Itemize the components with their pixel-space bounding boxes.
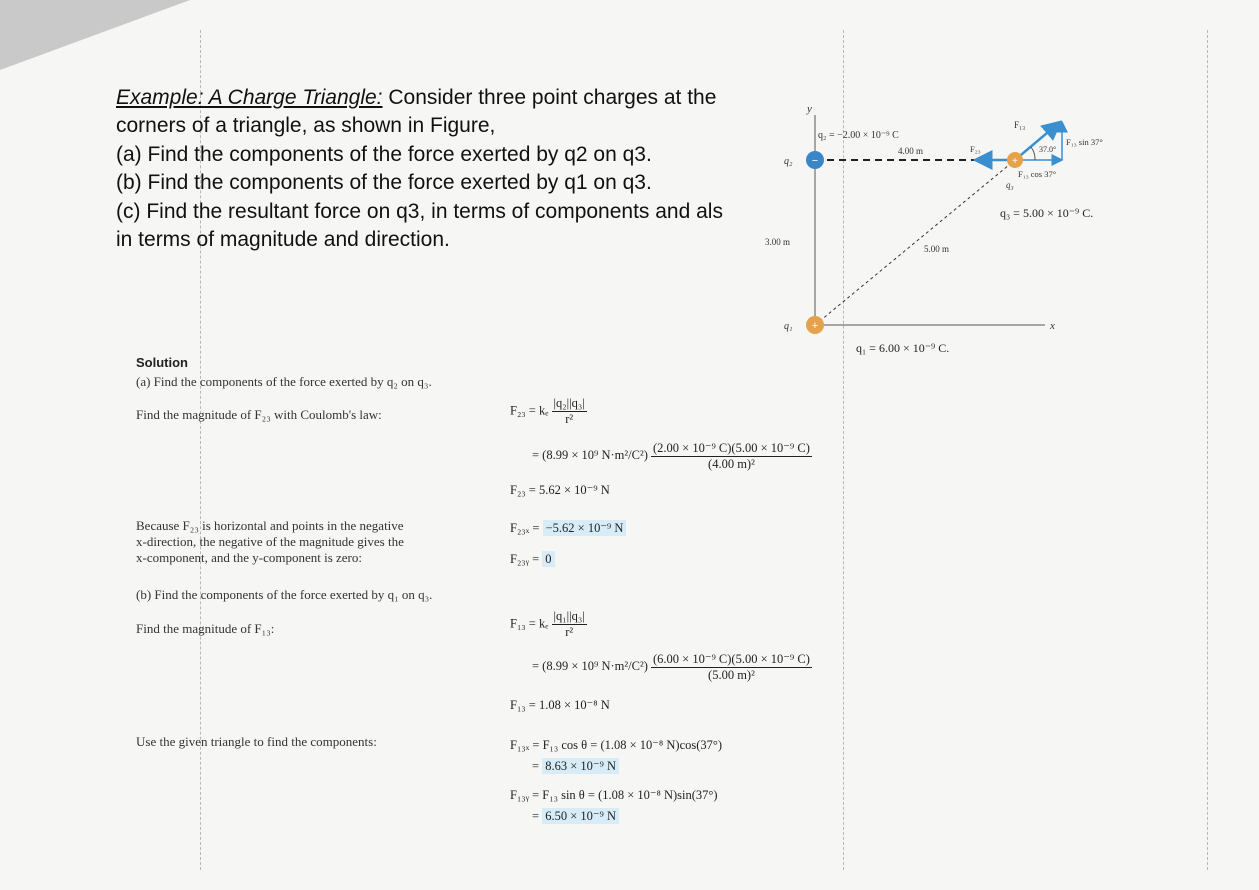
part-b-title: (b) Find the components of the force exerted by q₁ on q₃. [136,587,433,602]
part-a-title: (a) Find the components of the force exerted by q₂ on q₃. [136,374,432,389]
part-b-step1: Find the magnitude of F₁₃: [136,621,275,636]
scan-line [1207,30,1208,870]
eq-f23-coulomb: F₂₃ = kₑ $\frac{\text{|q₂||q₃|}}{\text{r²}}$ [510,396,585,426]
problem-statement [116,84,723,254]
svg-text:+: + [1012,156,1018,167]
eq-f23y: F₂₃ᵧ = 0 [510,552,555,567]
problem-line-4: (b) Find the components of the force exerted by q1 on q3. [116,171,652,195]
angle-arc [1031,147,1035,160]
f13-cos-label: F₁₃ cos 37° [1018,169,1057,179]
eq-f23-substituted: = (8.99 × 10⁹ N·m²/C²) $\frac{\text{(2.00 × 10⁻⁹ C)(5.00 × 10⁻⁹ C)}}{\text{(4.00 m)²}}$ [532,441,810,471]
example-title: Example: A Charge Triangle: [116,86,383,109]
angle-label: 37.0° [1039,145,1057,154]
f13x-value: 8.63 × 10⁻⁹ N [542,758,619,774]
solution-heading: Solution [136,355,188,370]
svg-text:+: + [811,320,819,332]
part-b-step2: Use the given triangle to find the components: [136,734,377,749]
problem-line-5: (c) Find the resultant force on q3, in terms of components and als [116,199,723,223]
dist-top: 4.00 m [898,146,924,156]
f23-label: F₂₃ [970,144,981,154]
q1-label: q₁ [784,321,793,332]
eq-f13-coulomb: F₁₃ = kₑ $\frac{\text{|q₁||q₃|}}{\text{r²}}$ [510,609,585,639]
side-q1-q3 [815,160,1015,325]
q2-value: q₂ = −2.00 × 10⁻⁹ C [818,130,899,141]
problem-line-3: (a) Find the components of the force exerted by q2 on q3. [116,142,652,166]
eq-f13x: F₁₃ₓ = F₁₃ cos θ = (1.08 × 10⁻⁸ N)cos(37°) [510,738,723,752]
f13y-value: 6.50 × 10⁻⁹ N [542,808,619,824]
dist-hyp: 5.00 m [924,244,950,254]
eq-f13y: F₁₃ᵧ = F₁₃ sin θ = (1.08 × 10⁻⁸ N)sin(37°) [510,788,718,802]
eq-f13-result: F₁₃ = 1.08 × 10⁻⁸ N [510,698,610,712]
eq-f23-result: F₂₃ = 5.62 × 10⁻⁹ N [510,483,610,497]
part-a-explanation: Because F₂₃ is horizontal and points in the negative x-direction, the negative of the magnitude gives the x-component, and the y-component is zero: [136,518,404,565]
f23x-value: −5.62 × 10⁻⁹ N [543,520,627,536]
problem-line-1: Example: A Charge Triangle: Consider three point charges at the [116,86,717,109]
eq-f23x: F₂₃ₓ = −5.62 × 10⁻⁹ N [510,520,626,536]
f13-sin-label: F₁₃ sin 37° [1066,137,1103,147]
problem-line-6: in terms of magnitude and direction. [116,228,450,252]
y-axis-label: y [807,103,812,115]
eq-f13y-value: = 6.50 × 10⁻⁹ N [532,808,619,824]
q1-value: q₁ = 6.00 × 10⁻⁹ C. [856,341,950,355]
part-a-step1: Find the magnitude of F₂₃ with Coulomb's law: [136,407,382,422]
problem-line-2: corners of a triangle, as shown in Figure, [116,114,496,138]
q3-value: q₃ = 5.00 × 10⁻⁹ C. [1000,206,1094,220]
f23y-value: 0 [542,551,554,567]
charge-triangle-figure [760,100,1160,360]
svg-text:−: − [811,155,819,167]
f13-label: F₁₃ [1014,120,1026,130]
page-corner-shadow [0,0,190,70]
x-axis-label: x [1050,320,1055,332]
eq-f13x-value: = 8.63 × 10⁻⁹ N [532,758,619,774]
dist-left: 3.00 m [765,237,791,247]
eq-f13-substituted: = (8.99 × 10⁹ N·m²/C²) $\frac{\text{(6.00 × 10⁻⁹ C)(5.00 × 10⁻⁹ C)}}{\text{(5.00 m)²}}$ [532,652,810,682]
q2-label: q₂ [784,156,793,167]
q3-label: q₃ [1006,180,1014,190]
